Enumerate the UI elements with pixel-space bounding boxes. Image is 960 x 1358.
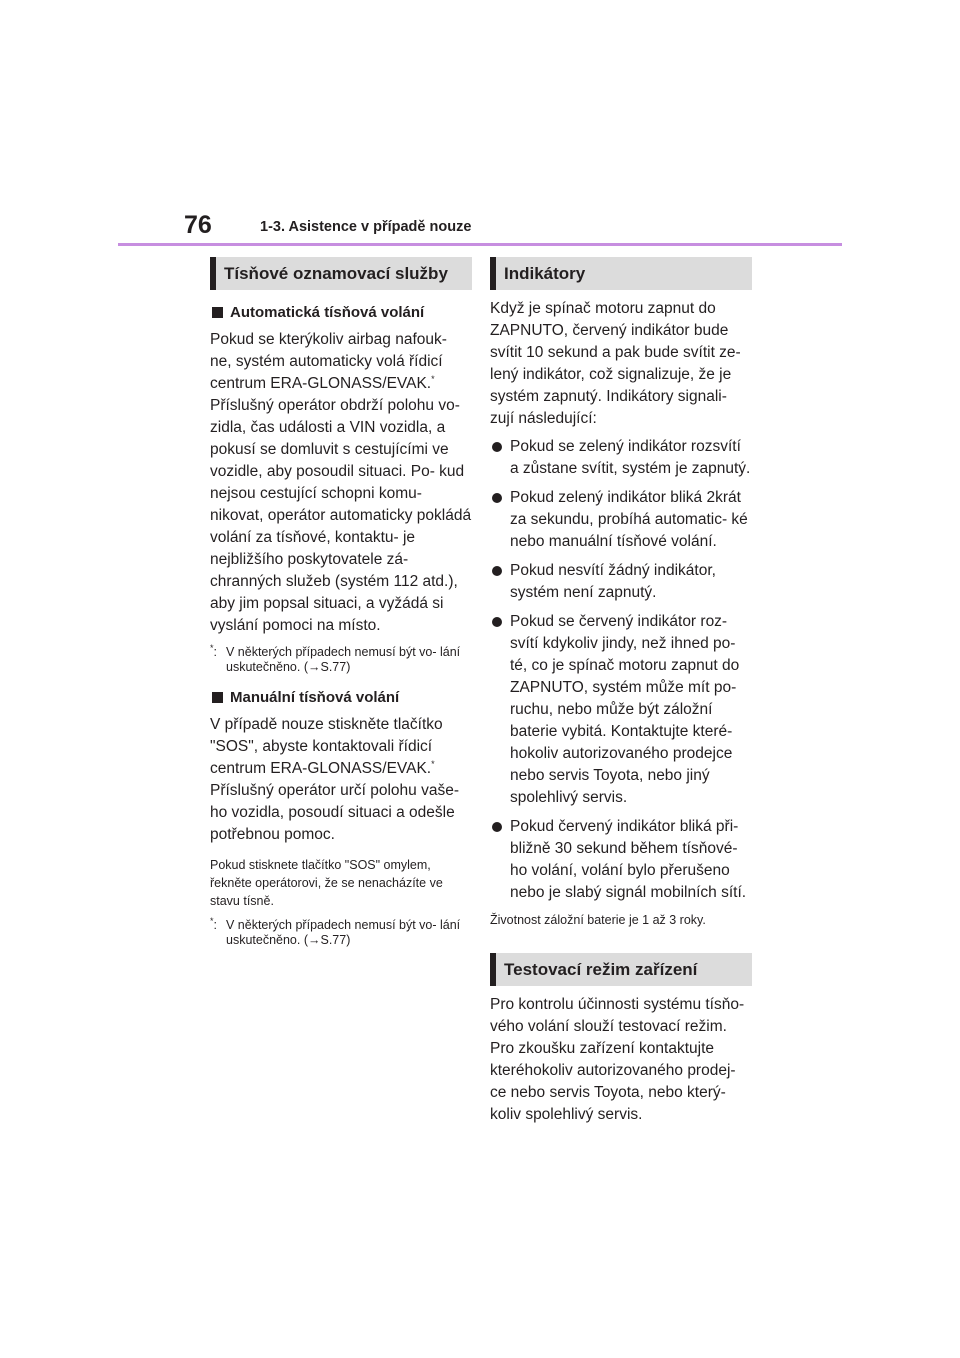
list-item: Pokud se zelený indikátor rozsvítí a zůstane svítit, systém je zapnutý. [490, 436, 752, 480]
square-bullet-icon [212, 307, 223, 318]
footnote-mark: * [431, 373, 435, 384]
section-heading-indicators: Indikátory [490, 257, 752, 290]
subheading-automatic-calls [210, 304, 472, 321]
test-mode-paragraph: Pro kontrolu účinnosti systému tísňo- vého volání slouží testovací režim. Pro zkoušku zařízení kontaktujte kteréhokoliv autorizovaného prodej- ce nebo servis Toyota, nebo který- koliv spolehlivý servis. [490, 996, 745, 1123]
list-item: Pokud nesvítí žádný indikátor, systém není zapnutý. [490, 560, 752, 604]
chapter-title: 1-3. Asistence v případě nouze [260, 219, 472, 235]
footnote-automatic [210, 642, 472, 675]
manual-text-part1: V případě nouze stiskněte tlačítko "SOS", abyste kontaktovali řídicí centrum ERA-GLONASS/EVAK. [210, 716, 443, 777]
subheading-manual-label: Manuální tísňová volání [230, 689, 400, 706]
automatic-text-part2: Příslušný operátor obdrží polohu vo- zidla, čas události a VIN vozidla, a pokusí se domluvit s cestujícími ve vozidle, aby posoudil situaci. Po- kud nejsou cestující schopni komu- nikovat, operátor automaticky pokládá volání za tísňové, kontaktu- je nejbližšího poskytovatele zá- chranných služeb (systém 112 atd.), aby jim popsal situaci, a vyžádá si vyslání pomoci na místo. [210, 397, 472, 634]
automatic-text-part1: Pokud se kterýkoliv airbag nafouk- ne, systém automaticky volá řídicí centrum ERA-GLONASS/EVAK. [210, 331, 447, 392]
footnote-text: V některých případech nemusí být vo- lání uskutečněno. (→S.77) [226, 918, 461, 947]
page-number: 76 [184, 211, 212, 239]
battery-life-note: Životnost záložní baterie je 1 až 3 roky. [490, 913, 706, 927]
left-column [210, 257, 472, 948]
section-heading-test-mode: Testovací režim zařízení [490, 953, 752, 986]
list-item: Pokud červený indikátor bliká při- bližně 30 sekund během tísňové- ho volání, volání bylo přerušeno nebo je slabý signál mobilních sítí. [490, 816, 752, 904]
automatic-calls-paragraph [210, 329, 472, 637]
subheading-manual-calls [210, 689, 472, 706]
list-item: Pokud se červený indikátor roz- svítí kdykoliv jindy, než ihned po- té, co je spínač motoru zapnut do ZAPNUTO, systém může mít po- ruchu, nebo může být záložní baterie vybitá. Kontaktujte které- hokoliv autorizovaného prodejce nebo servis Toyota, nebo jiný spolehlivý servis. [490, 611, 752, 809]
footnote-manual [210, 915, 472, 948]
footnote-text: V některých případech nemusí být vo- lání uskutečněno. (→S.77) [226, 645, 461, 674]
footnote-mark: * [431, 758, 435, 769]
indicators-intro: Když je spínač motoru zapnut do ZAPNUTO, červený indikátor bude svítit 10 sekund a pak bude svítit ze- lený indikátor, což signalizuje, že je systém zapnutý. Indikátory signali- zují následující: [490, 300, 741, 427]
square-bullet-icon [212, 692, 223, 703]
list-item: Pokud zelený indikátor bliká 2krát za sekundu, probíhá automatic- ké nebo manuální tísňové volání. [490, 487, 752, 553]
manual-text-part2: Příslušný operátor určí polohu vaše- ho vozidla, posoudí situaci a odešle potřebnou pomoc. [210, 782, 459, 843]
header-rule [118, 243, 842, 246]
right-column [490, 257, 752, 1126]
indicator-list [490, 436, 752, 904]
section-heading-emergency-services: Tísňové oznamovací služby [210, 257, 472, 290]
footnote-mark: *: [210, 915, 217, 932]
subheading-automatic-label: Automatická tísňová volání [230, 304, 425, 321]
footnote-mark: *: [210, 642, 217, 659]
sos-mistake-note: Pokud stisknete tlačítko "SOS" omylem, řekněte operátorovi, že se nenacházíte ve stavu tísně. [210, 858, 443, 908]
manual-calls-paragraph [210, 714, 472, 846]
